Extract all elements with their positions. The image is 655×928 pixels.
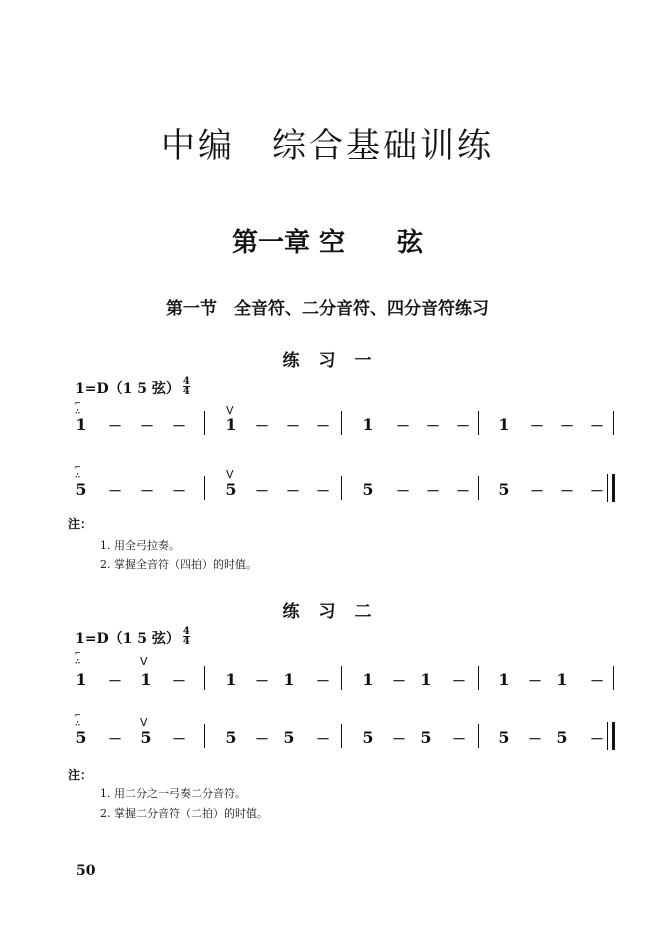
exercise1-row1-dash: － — [286, 419, 300, 435]
exercise1-row1-dash: － — [172, 419, 186, 435]
exercise2-row1-bow-mark: V — [140, 655, 148, 668]
exercise2-row2-dash: － — [452, 732, 466, 748]
exercise1-row2-dash: － — [108, 484, 122, 500]
exercise1-note-2: 2. 掌握全音符（四拍）的时值。 — [100, 558, 257, 571]
exercise1-row2-dash: － — [530, 484, 544, 500]
exercise1-time-bottom: 4 — [182, 385, 190, 397]
exercise2-time-bottom: 4 — [182, 635, 190, 647]
exercise1-row1-barline — [478, 411, 479, 435]
exercise1-row2-dash: － — [456, 484, 470, 500]
exercise2-row1-dash: － — [172, 674, 186, 690]
exercise1-row2-dash: － — [140, 484, 154, 500]
exercise1-row1-dash: － — [255, 419, 269, 435]
exercise2-row1-note: 1 — [362, 670, 374, 689]
exercise2-notes-label: 注： — [68, 768, 93, 782]
exercise1-row1-note: 1 — [498, 415, 510, 434]
exercise2-row1-note: 1 — [140, 670, 152, 689]
exercise1-row1-barline — [204, 411, 205, 435]
exercise1-row1-dash: － — [316, 419, 330, 435]
exercise2-row2-final-barline — [612, 722, 615, 750]
exercise1-note-1: 1. 用全弓拉奏。 — [100, 539, 180, 552]
exercise2-row1-note: 1 — [498, 670, 510, 689]
exercise1-row2-dash: － — [255, 484, 269, 500]
exercise1-title: 练 习 一 — [282, 351, 373, 371]
exercise1-row1-note: 1 — [75, 415, 87, 434]
exercise2-row2-note: 5 — [556, 728, 568, 747]
exercise2-time-top: 4 — [182, 625, 190, 637]
exercise1-row1-barline — [613, 411, 614, 435]
exercise2-row2-note: 5 — [362, 728, 374, 747]
exercise2-row1-dash: － — [590, 674, 604, 690]
exercise1-notes-label: 注： — [68, 517, 93, 531]
exercise2-row1-note: 1 — [283, 670, 295, 689]
exercise2-row1-note: 1 — [556, 670, 568, 689]
exercise2-row1-bracket: ⌐ ∴ — [75, 649, 81, 667]
exercise2-key-signature — [75, 625, 190, 649]
exercise2-key: 1=D（1 5 弦） — [75, 631, 180, 647]
exercise2-row1-dash: － — [452, 674, 466, 690]
exercise1-row2-note: 5 — [362, 480, 374, 499]
page-title: 中编 综合基础训练 — [161, 126, 494, 166]
exercise1-row2-barline — [341, 476, 342, 500]
exercise1-row1-note: 1 — [225, 415, 237, 434]
exercise1-row2-dash: － — [396, 484, 410, 500]
exercise1-key: 1=D（1 5 弦） — [75, 381, 180, 397]
exercise1-row2-bow-mark: V — [226, 468, 234, 481]
exercise2-row2-dash: － — [316, 732, 330, 748]
exercise1-key-signature — [75, 375, 190, 399]
exercise1-row1-dash: － — [590, 419, 604, 435]
chapter-title: 第一章 空 弦 — [231, 228, 424, 258]
exercise1-time-signature — [183, 377, 190, 396]
exercise2-row1-barline — [613, 666, 614, 690]
exercise1-row2-dash: － — [316, 484, 330, 500]
exercise1-row1-dash: － — [140, 419, 154, 435]
exercise1-row2-note: 5 — [75, 480, 87, 499]
exercise1-row2-final-barline — [612, 474, 615, 502]
exercise1-row1-note: 1 — [362, 415, 374, 434]
exercise2-row2-bow-mark: V — [140, 716, 148, 729]
exercise1-row2-dash: － — [426, 484, 440, 500]
exercise2-row1-note: 1 — [225, 670, 237, 689]
exercise1-row1-dash: － — [426, 419, 440, 435]
exercise2-row1-note: 1 — [75, 670, 87, 689]
section-title: 第一节 全音符、二分音符、四分音符练习 — [166, 299, 489, 319]
exercise2-row1-barline — [341, 666, 342, 690]
exercise2-note-2: 2. 掌握二分音符（二拍）的时值。 — [100, 807, 268, 820]
exercise2-row2-note: 5 — [75, 728, 87, 747]
exercise2-row1-dash: － — [108, 674, 122, 690]
exercise2-row2-note: 5 — [283, 728, 295, 747]
exercise2-row2-barline — [341, 724, 342, 748]
exercise1-row2-dash: － — [560, 484, 574, 500]
exercise2-row2-barline — [204, 724, 205, 748]
exercise2-row2-note: 5 — [498, 728, 510, 747]
exercise1-row1-dash: － — [108, 419, 122, 435]
exercise2-note-1: 1. 用二分之一弓奏二分音符。 — [100, 787, 246, 800]
exercise2-row2-bracket: ⌐ ∴ — [75, 711, 81, 729]
exercise1-row2-barline — [478, 476, 479, 500]
exercise2-row1-dash: － — [316, 674, 330, 690]
exercise1-time-top: 4 — [182, 375, 190, 387]
exercise2-row2-dash: － — [255, 732, 269, 748]
exercise1-row1-barline — [341, 411, 342, 435]
exercise1-row2-dash: － — [172, 484, 186, 500]
exercise1-row2-dash: － — [590, 484, 604, 500]
exercise1-row1-dash: － — [530, 419, 544, 435]
exercise2-row2-dash: － — [528, 732, 542, 748]
exercise2-time-signature — [183, 627, 190, 646]
page-number: 50 — [76, 863, 96, 879]
exercise2-row2-dash: － — [590, 732, 604, 748]
exercise2-row1-dash: － — [255, 674, 269, 690]
exercise1-row1-bow-mark: V — [226, 404, 234, 417]
exercise1-row2-barline — [204, 476, 205, 500]
exercise2-row1-dash: － — [392, 674, 406, 690]
exercise2-row2-final-thin-barline — [607, 722, 608, 750]
exercise1-row1-dash: － — [456, 419, 470, 435]
exercise2-row2-note: 5 — [225, 728, 237, 747]
exercise1-row2-final-thin-barline — [607, 474, 608, 502]
exercise2-row2-dash: － — [392, 732, 406, 748]
exercise2-row2-dash: － — [172, 732, 186, 748]
exercise2-row1-barline — [478, 666, 479, 690]
exercise1-row2-note: 5 — [225, 480, 237, 499]
exercise1-row1-bracket: ⌐ ∴ — [75, 399, 81, 417]
exercise1-row2-dash: － — [286, 484, 300, 500]
exercise2-row2-note: 5 — [140, 728, 152, 747]
exercise2-row2-barline — [478, 724, 479, 748]
exercise1-row1-dash: － — [560, 419, 574, 435]
exercise2-row1-barline — [204, 666, 205, 690]
exercise2-row1-dash: － — [528, 674, 542, 690]
exercise2-title: 练 习 二 — [282, 602, 373, 622]
exercise1-row1-dash: － — [396, 419, 410, 435]
exercise1-row2-bracket: ⌐ ∴ — [75, 463, 81, 481]
exercise1-row2-note: 5 — [498, 480, 510, 499]
exercise2-row2-dash: － — [108, 732, 122, 748]
exercise2-row2-note: 5 — [420, 728, 432, 747]
exercise2-row1-note: 1 — [420, 670, 432, 689]
